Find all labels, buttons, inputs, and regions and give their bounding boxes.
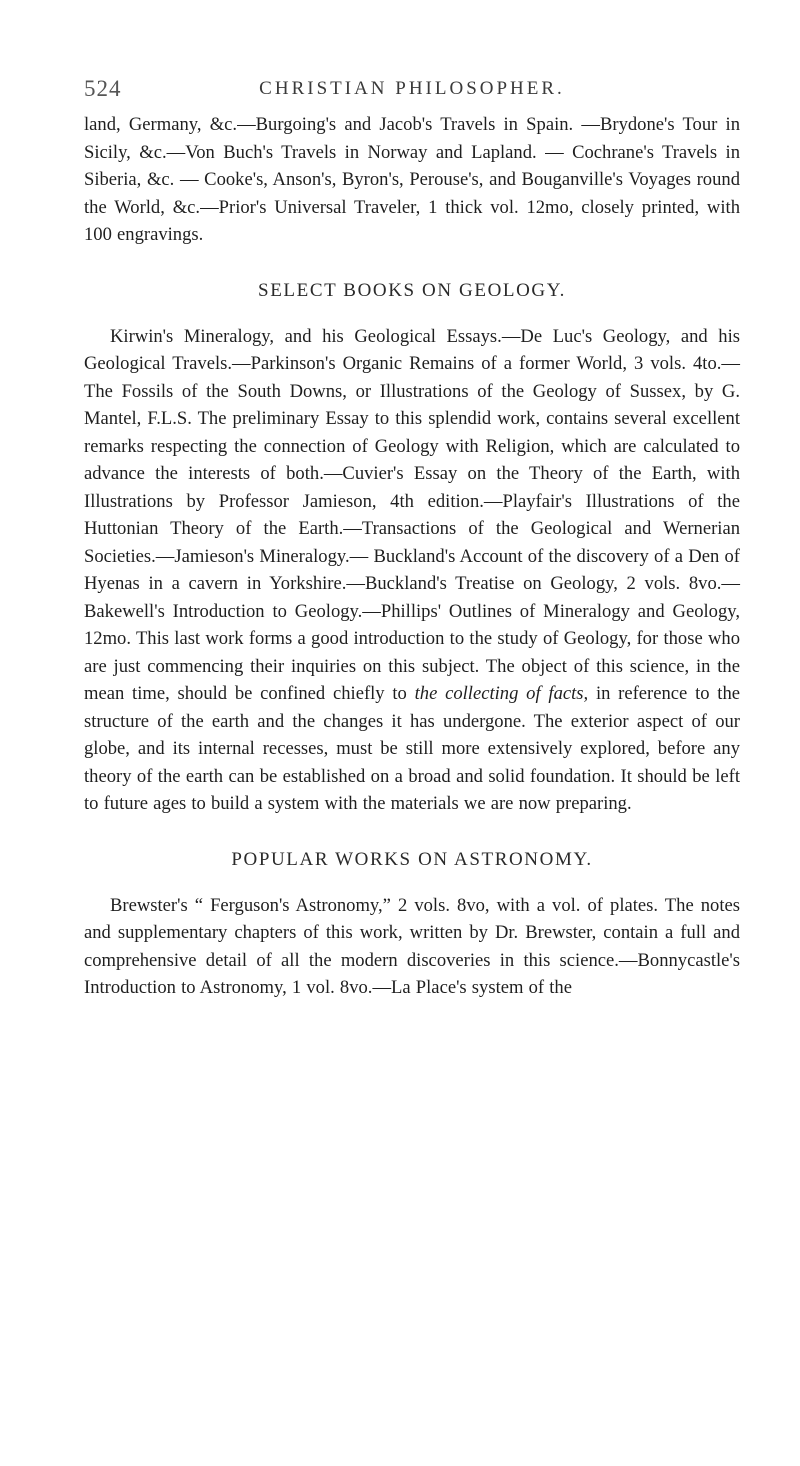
running-title: CHRISTIAN PHILOSOPHER.	[259, 78, 565, 99]
astronomy-paragraph: Brewster's “ Ferguson's Astronomy,” 2 vols. 8vo, with a vol. of plates. The notes and supplementary chapters of this work, written by Dr. Brewster, contain a full and comprehensive detail of all the modern discoveries in this science.—Bonnycastle's Introduction to Astronomy, 1 vol. 8vo.—La Place's system of the	[84, 894, 740, 998]
geology-heading: SELECT BOOKS ON GEOLOGY.	[258, 279, 566, 301]
astronomy-heading: POPULAR WORKS ON ASTRONOMY.	[231, 848, 593, 870]
page-number: 524	[84, 76, 122, 101]
book-page	[84, 76, 740, 1002]
geology-paragraph	[84, 323, 740, 818]
intro-paragraph: land, Germany, &c.—Burgoing's and Jacob's Travels in Spain. —Brydone's Tour in Sicily, &c.—Von Buch's Travels in Norway and Lapland. — Cochrane's Travels in Siberia, &c. — Cooke's, Anson's, Byron's, Perouse's, and Bouganville's Voyages round the World, &c.—Prior's Universal Traveler, 1 thick vol. 12mo, closely printed, with 100 engravings.	[84, 114, 740, 245]
geology-paragraph-italic: the collecting of facts,	[414, 683, 589, 704]
geology-paragraph-text-1: Kirwin's Mineralogy, and his Geological Essays.—De Luc's Geology, and his Geological Travels.—Parkinson's Organic Remains of a former World, 3 vols. 4to.—The Fossils of the South Downs, or Illustrations of the Geology of Sussex, by G. Mantel, F.L.S. The preliminary Essay to this splendid work, contains several excellent remarks respecting the connection of Geology with Religion, which are calculated to advance the interests of both.—Cuvier's Essay on the Theory of the Earth, with Illustrations by Professor Jamieson, 4th edition.—Playfair's Illustrations of the Huttonian Theory of the Earth.—Transactions of the Geological and Wernerian Societies.—Jamieson's Mineralogy.— Buckland's Account of the discovery of a Den of Hyenas in a cavern in Yorkshire.—Buckland's Treatise on Geology, 2 vols. 8vo.—Bakewell's Introduction to Geology.—Phillips' Outlines of Mineralogy and Geology, 12mo. This last work forms a good introduction to the study of Geology, for those who are just commencing their inquiries on this subject. The object of this science, in the mean time, should be confined chiefly to	[84, 325, 740, 704]
running-head	[84, 76, 740, 110]
geology-paragraph-text-2: in reference to the structure of the earth and the changes it has undergone. The exterior aspect of our globe, and its internal recesses, must be still more extensively explored, before any theory of the earth can be established on a broad and solid foundation. It should be left to future ages to build a system with the materials we are now preparing.	[84, 683, 741, 814]
